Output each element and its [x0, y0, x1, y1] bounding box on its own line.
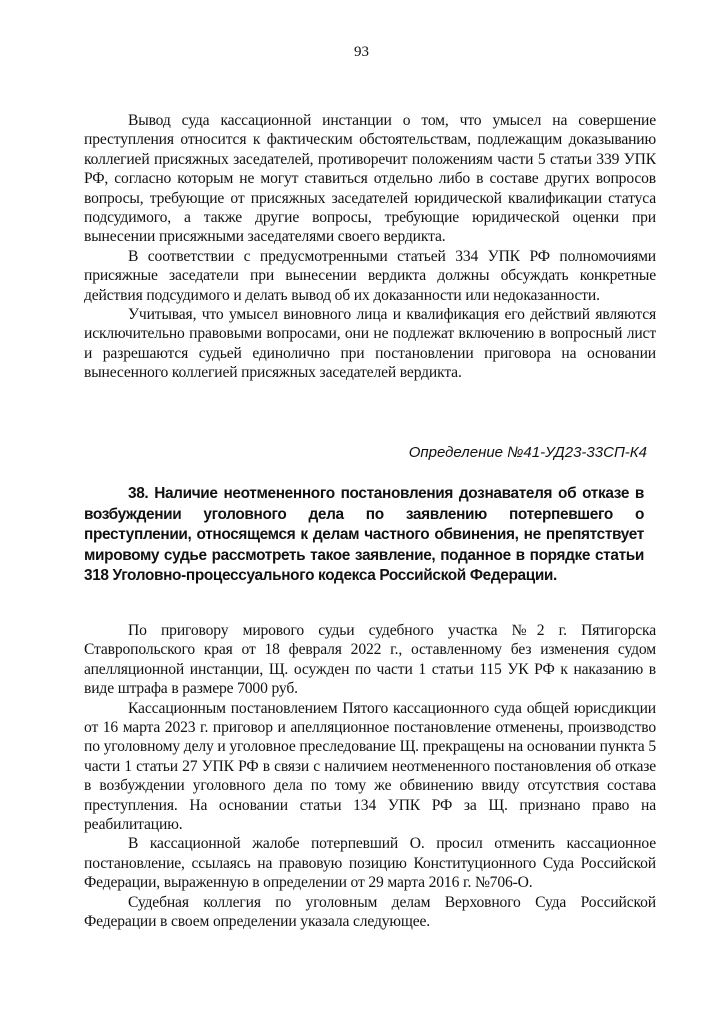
- page-number: 93: [354, 44, 369, 60]
- paragraph: В соответствии с предусмотренными статьей 334 УПК РФ полномочиями присяжные заседатели при вынесении вердикта должны обсуждать конкретные действия подсудимого и делать вывод об их доказанности или недоказанности.: [84, 247, 656, 304]
- paragraph: Кассационным постановлением Пятого кассационного суда общей юрисдикции от 16 марта 2023 г. приговор и апелляционное постановление отменены, производство по уголовному делу и уголовное преследование Щ. прекращены на основании пункта 5 части 1 статьи 27 УПК РФ в связи с наличием неотмененного постановления об отказе в возбуждении уголовного дела по тому же обвинению ввиду отсутствия состава преступления. На основании статьи 134 УПК РФ за Щ. признано право на реабилитацию.: [84, 699, 656, 834]
- paragraph: В кассационной жалобе потерпевший О. просил отменить кассационное постановление, ссылаясь на правовую позицию Конституционного Суда Российской Федерации, выраженную в определении от 29 марта 2016 г. №706-О.: [84, 835, 656, 892]
- section-1-text: [84, 111, 656, 383]
- paragraph: Судебная коллегия по уголовным делам Верховного Суда Российской Федерации в своем определении указала следующее.: [84, 893, 656, 931]
- paragraph: Учитывая, что умысел виновного лица и квалификация его действий являются исключительно правовыми вопросами, они не подлежат включению в вопросный лист и разрешаются судьей единолично при постановлении приговора на основании вынесенного коллегией присяжных заседателей вердикта.: [84, 306, 656, 382]
- paragraph: По приговору мирового судьи судебного участка №2 г. Пятигорска Ставропольского края от 18 февраля 2022 г., оставленному без изменения судом апелляционной инстанции, Щ. осужден по части 1 статьи 115 УК РФ к наказанию в виде штрафа в размере 7000 руб.: [84, 622, 656, 698]
- section-2-text: [84, 621, 656, 932]
- section-heading: 38. Наличие неотмененного постановления дознавателя об отказе в возбуждении уголовного дела по заявлению потерпевшего о преступлении, относящемся к делам частного обвинения, не препятствует мировому судье рассмотреть такое заявление, поданное в порядке статьи 318 Уголовно-процессуального кодекса Российской Федерации.: [84, 485, 644, 584]
- paragraph: Вывод суда кассационной инстанции о том, что умысел на совершение преступления относится к фактическим обстоятельствам, подлежащим доказыванию коллегией присяжных заседателей, противоречит положениям части 5 статьи 339 УПК РФ, согласно которым не могут ставиться отдельно либо в составе других вопросов вопросы, требующие от присяжных заседателей юридической квалификации статуса подсудимого, а также другие вопросы, требующие юридической оценки при вынесении присяжными заседателями своего вердикта.: [84, 112, 656, 246]
- ruling-reference: Определение №41-УД23-33СП-К4: [408, 444, 647, 461]
